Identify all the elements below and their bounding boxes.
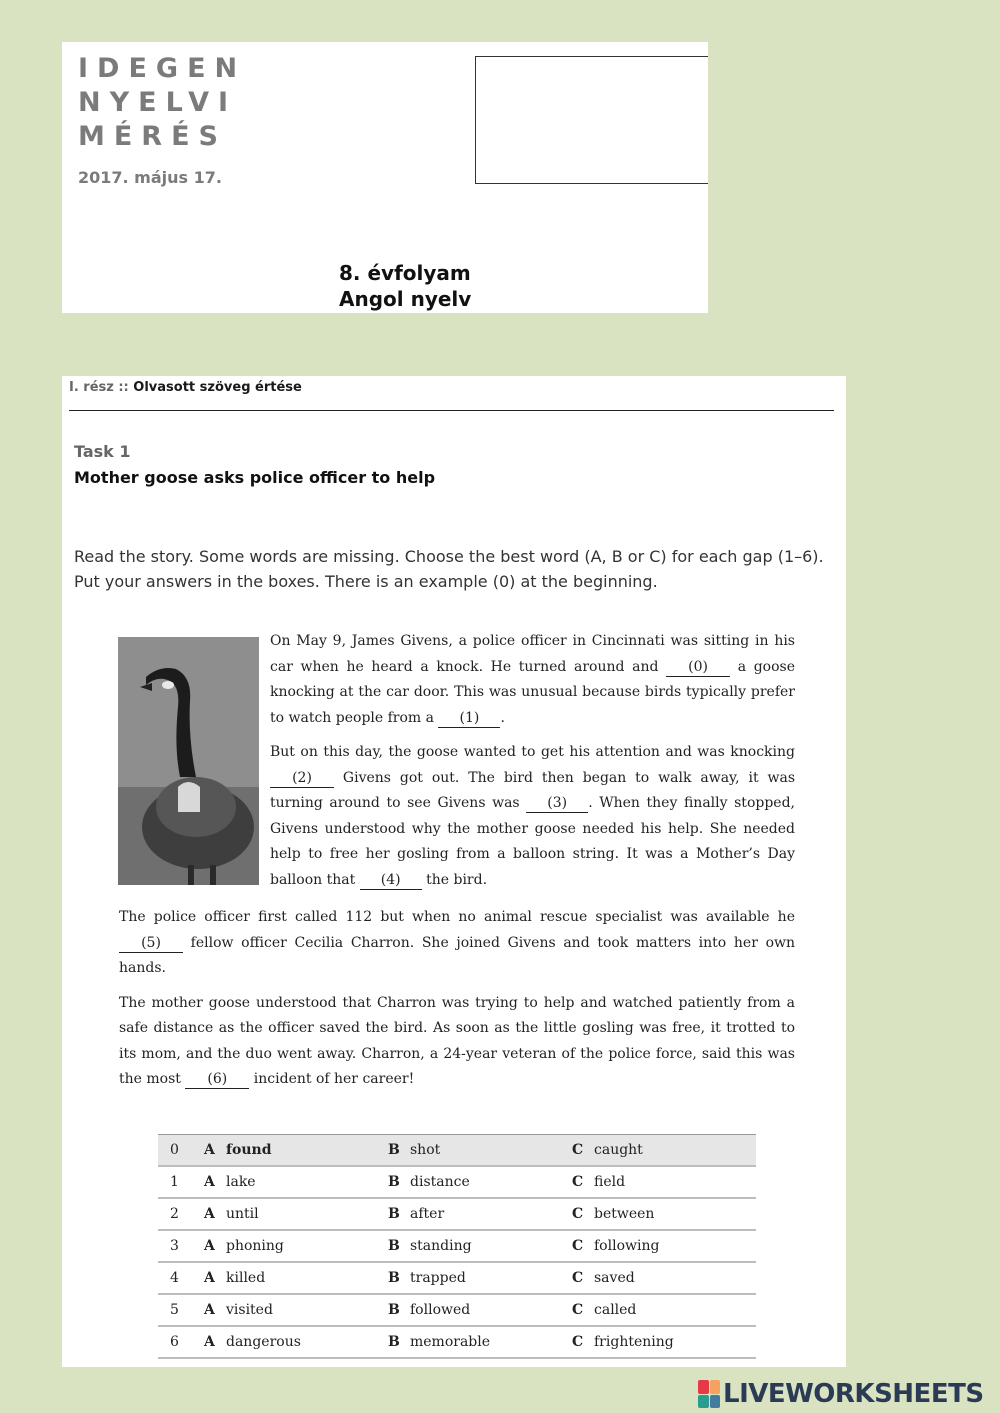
option-word: until <box>226 1206 259 1222</box>
brand-line-3: MÉRÉS <box>78 121 227 152</box>
option-word: found <box>226 1142 272 1158</box>
options-row-4 <box>158 1262 756 1294</box>
option-letter: C <box>572 1238 584 1254</box>
option-word: trapped <box>410 1270 466 1286</box>
gap-5[interactable]: (5) <box>119 934 183 953</box>
story-text: Givens got out. The bird then began to walk away, it was turning around to see Givens was <box>270 769 795 811</box>
logo-mark-icon <box>698 1380 720 1408</box>
logo-tile <box>698 1380 709 1394</box>
option-word: caught <box>594 1142 643 1158</box>
option-word: phoning <box>226 1238 284 1254</box>
options-table <box>158 1134 756 1359</box>
row-number: 5 <box>158 1294 204 1326</box>
story-paragraph-4 <box>119 991 795 1093</box>
options-row-1 <box>158 1166 756 1198</box>
cover-panel <box>62 42 708 313</box>
options-row-6 <box>158 1326 756 1358</box>
option-word: memorable <box>410 1334 491 1350</box>
story-text: fellow officer Cecilia Charron. She joined Givens and took matters into her own hands. <box>119 934 795 976</box>
logo-tile <box>710 1395 721 1409</box>
option-letter: B <box>388 1334 400 1350</box>
option-word: saved <box>594 1270 635 1286</box>
option-c <box>572 1294 756 1326</box>
story-text: the bird. <box>421 871 488 888</box>
option-b <box>388 1294 572 1326</box>
option-letter: A <box>204 1206 215 1222</box>
goose-illustration <box>118 637 259 885</box>
option-word: shot <box>410 1142 441 1158</box>
option-letter: C <box>572 1142 584 1158</box>
option-letter: C <box>572 1302 584 1318</box>
section-divider <box>69 410 834 411</box>
task-label: Task 1 <box>74 442 131 461</box>
worksheet-panel <box>62 376 846 1367</box>
grade-subject <box>339 260 471 312</box>
option-letter: C <box>572 1334 584 1350</box>
task-instructions: Read the story. Some words are missing. Choose the best word (A, B or C) for each gap (1–6). Put your answers in the boxes. There is an example (0) at the beginning. <box>74 547 824 591</box>
option-a <box>204 1262 388 1294</box>
option-letter: C <box>572 1270 584 1286</box>
option-b <box>388 1326 572 1358</box>
option-c <box>572 1198 756 1230</box>
option-letter: A <box>204 1334 215 1350</box>
option-word: after <box>410 1206 445 1222</box>
row-number: 6 <box>158 1326 204 1358</box>
row-number: 1 <box>158 1166 204 1198</box>
option-b <box>388 1230 572 1262</box>
story-text: The police officer first called 112 but when no animal rescue specialist was available he <box>119 909 795 925</box>
option-letter: B <box>388 1142 400 1158</box>
gap-0[interactable]: (0) <box>666 658 730 677</box>
option-c <box>572 1262 756 1294</box>
story-text: incident of her career! <box>249 1071 415 1087</box>
story-text: But on this day, the goose wanted to get his attention and was knocking <box>270 744 795 760</box>
option-c <box>572 1135 756 1167</box>
gap-4[interactable]: (4) <box>360 871 422 890</box>
story-text: a goose knocking at the car door. This was unusual because birds typically prefer to watch people from a <box>270 658 796 726</box>
story-paragraph-2 <box>270 740 795 893</box>
option-letter: B <box>388 1206 400 1222</box>
option-word: distance <box>410 1174 470 1190</box>
answer-code-box <box>475 56 708 184</box>
option-letter: B <box>388 1270 400 1286</box>
exam-brand <box>78 52 246 154</box>
story-text: The mother goose understood that Charron was trying to help and watched patiently from a safe distance as the officer saved the bird. As soon as the little gosling was free, it trotted to its mom, and the duo went away. Charron, a 24-year veteran of the police force, said this was the most <box>119 994 795 1087</box>
gap-2[interactable]: (2) <box>270 769 334 788</box>
option-letter: A <box>204 1174 215 1190</box>
subject-label: Angol nyelv <box>339 287 472 311</box>
option-letter: A <box>204 1270 215 1286</box>
liveworksheets-logo[interactable] <box>698 1378 984 1410</box>
option-word: killed <box>226 1270 266 1286</box>
row-number: 0 <box>158 1135 204 1167</box>
option-word: dangerous <box>226 1334 301 1350</box>
story-text: . <box>500 709 505 726</box>
option-a <box>204 1198 388 1230</box>
section-part: I. rész :: <box>69 380 129 395</box>
option-a <box>204 1166 388 1198</box>
option-letter: B <box>388 1302 400 1318</box>
option-b <box>388 1198 572 1230</box>
logo-text: LIVEWORKSHEETS <box>723 1379 984 1409</box>
option-word: field <box>594 1174 626 1190</box>
options-row-5 <box>158 1294 756 1326</box>
row-number: 3 <box>158 1230 204 1262</box>
options-row-2 <box>158 1198 756 1230</box>
row-number: 2 <box>158 1198 204 1230</box>
option-letter: C <box>572 1206 584 1222</box>
gap-6[interactable]: (6) <box>185 1070 249 1089</box>
gap-1[interactable]: (1) <box>438 709 500 728</box>
option-word: lake <box>226 1174 256 1190</box>
option-c <box>572 1166 756 1198</box>
option-c <box>572 1230 756 1262</box>
option-letter: A <box>204 1238 215 1254</box>
option-word: visited <box>226 1302 273 1318</box>
option-word: frightening <box>594 1334 674 1350</box>
option-b <box>388 1262 572 1294</box>
option-word: standing <box>410 1238 472 1254</box>
grade-label: 8. évfolyam <box>339 261 471 285</box>
option-word: followed <box>410 1302 471 1318</box>
option-c <box>572 1326 756 1358</box>
option-word: between <box>594 1206 655 1222</box>
story-text-top <box>270 629 795 893</box>
section-heading <box>69 380 302 395</box>
option-b <box>388 1135 572 1167</box>
story-paragraph-1 <box>270 629 795 731</box>
option-a <box>204 1230 388 1262</box>
option-b <box>388 1166 572 1198</box>
story-text: On May 9, James Givens, a police officer in Cincinnati was sitting in his car when he heard a knock. He turned around and <box>270 633 795 675</box>
row-number: 4 <box>158 1262 204 1294</box>
option-letter: B <box>388 1174 400 1190</box>
option-letter: A <box>204 1302 215 1318</box>
task-title: Mother goose asks police officer to help <box>74 468 436 487</box>
option-word: called <box>594 1302 637 1318</box>
option-letter: C <box>572 1174 584 1190</box>
option-letter: A <box>204 1142 215 1158</box>
gap-3[interactable]: (3) <box>526 794 588 813</box>
option-a <box>204 1135 388 1167</box>
story-text-bottom <box>119 905 795 1093</box>
options-row-0 <box>158 1135 756 1167</box>
section-name: Olvasott szöveg értése <box>133 380 302 395</box>
brand-line-2: NYELVI <box>78 87 238 118</box>
story-paragraph-3 <box>119 905 795 982</box>
story-text: . When they finally stopped, Givens understood why the mother goose needed his help. She needed help to free her gosling from a balloon string. It was a Mother’s Day balloon that <box>270 795 795 888</box>
option-a <box>204 1326 388 1358</box>
option-word: following <box>594 1238 660 1254</box>
exam-date: 2017. május 17. <box>78 168 222 187</box>
brand-line-1: IDEGEN <box>78 53 247 84</box>
logo-tile <box>710 1380 721 1394</box>
option-a <box>204 1294 388 1326</box>
option-letter: B <box>388 1238 400 1254</box>
logo-tile <box>698 1395 709 1409</box>
options-row-3 <box>158 1230 756 1262</box>
goose-photo <box>118 637 259 885</box>
